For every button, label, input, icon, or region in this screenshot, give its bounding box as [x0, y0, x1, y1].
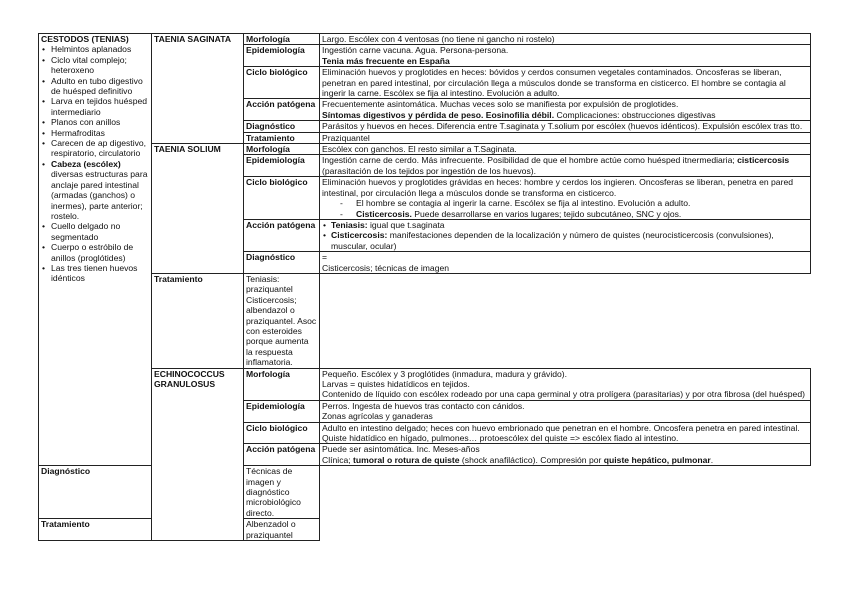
row-label: Epidemiología	[244, 45, 320, 67]
cestodos-summary-cell	[39, 34, 152, 466]
solium-accion: • Teniasis: igual que t.saginata • Cisticercosis: manifestaciones dependen de la localización y número de quistes (neurocisticercosis (convulsiones), muscular, ocular)	[320, 219, 811, 251]
row-label: Diagnóstico	[244, 252, 320, 274]
list-item: • Carecen de ap digestivo, respiratorio, circulatorio	[41, 138, 149, 159]
list-item: • Hermafroditas	[41, 128, 149, 138]
list-item: • Cuello delgado no segmentado	[41, 221, 149, 242]
list-item: • Ciclo vital complejo; heteroxeno	[41, 55, 149, 76]
solium-ciclo: Eliminación huevos y proglotides grávidas en heces: hombre y cerdos los ingieren. Oncosferas se liberan, penetra en pared intestinal, por circulación llega a músculos donde se transforma en cisticerco. - El hombre se contagia al ingerir la carne. Escólex se fija al intestino. Evolución a adulto. - Cisticercosis. Puede desarrollarse en varios lugares; tejido subcutáneo, SNC y ojos.	[320, 177, 811, 220]
row-label: Ciclo biológico	[244, 177, 320, 220]
row-label: Epidemiología	[244, 400, 320, 422]
row-label: Morfología	[244, 144, 320, 155]
echinococcus-tratamiento: Albenzadol o praziquantel	[244, 519, 320, 541]
saginata-ciclo: Eliminación huevos y proglotides en heces: bóvidos y cerdos consumen vegetales contaminados. Oncosferas se liberan, penetran en pared intestinal, por circulación llega a músculos donde se transforma en cisticerco. El hombre se contagia al ingerir la carne. Escólex se fija al intestino. Evolución a adulto.	[320, 67, 811, 99]
list-item: • Cabeza (escólex) diversas estructuras para anclaje pared intestinal (armadas (ganchos) o inermes), parte anterior; rostelo.	[41, 159, 149, 221]
list-item: • Adulto en tubo digestivo de huésped definitivo	[41, 76, 149, 97]
saginata-epidemiologia: Ingestión carne vacuna. Agua. Persona-persona. Tenia más frecuente en España	[320, 45, 811, 67]
list-item: • Cuerpo o estróbilo de anillos (proglótides)	[41, 242, 149, 263]
cestodos-heading: CESTODOS (TENIAS)	[41, 34, 129, 44]
row-label: Tratamiento	[39, 519, 152, 541]
row-label: Tratamiento	[244, 132, 320, 143]
echinococcus-epidemiologia: Perros. Ingesta de huevos tras contacto con cánidos. Zonas agrícolas y ganaderas	[320, 400, 811, 422]
table-row	[39, 273, 811, 368]
row-label: Ciclo biológico	[244, 67, 320, 99]
saginata-tratamiento: Praziquantel	[320, 132, 811, 143]
echinococcus-morfologia: Pequeño. Escólex y 3 proglótides (inmadura, madura y grávido). Larvas = quistes hidatídicos en tejidos. Contenido de líquido con escólex rodeado por una capa germinal y otra prolígera (parasitarias) y por otra fibrosa (del huésped)	[320, 368, 811, 400]
cestodos-feature-list	[41, 44, 149, 283]
saginata-diagnostico: Parásitos y huevos en heces. Diferencia entre T.saginata y T.solium por escólex (huevos idénticos). Expulsión escólex tras tto.	[320, 121, 811, 132]
list-item: • Planos con anillos	[41, 117, 149, 127]
solium-epidemiologia: Ingestión carne de cerdo. Más infrecuente. Posibilidad de que el hombre actúe como huésped itnermediaria; cisticercosis (parasitación de los tejidos por ingestión de los huevos).	[320, 155, 811, 177]
echinococcus-accion: Puede ser asintomática. Inc. Meses-años Clínica; tumoral o rotura de quiste (shock anafiláctico). Compresión por quiste hepático, pulmonar.	[320, 444, 811, 466]
row-label: Diagnóstico	[39, 466, 152, 519]
row-label: Tratamiento	[152, 273, 244, 368]
row-label: Morfología	[244, 368, 320, 400]
solium-morfologia: Escólex con ganchos. El resto similar a T.Saginata.	[320, 144, 811, 155]
saginata-accion: Frecuentemente asintomática. Muchas veces solo se manifiesta por expulsión de proglotides. Síntomas digestivos y pérdida de peso. Eosinofilia débil. Complicaciones: obstrucciones digestivas	[320, 99, 811, 121]
solium-tratamiento: Teniasis: praziquantel Cisticercosis; albendazol o praziquantel. Asoc con esteroides porque aumenta la respuesta inflamatoria.	[244, 273, 320, 368]
list-item: • Larva en tejidos huésped intermediario	[41, 96, 149, 117]
table-row	[39, 34, 811, 45]
table-row	[39, 144, 811, 155]
row-label: Diagnóstico	[244, 121, 320, 132]
list-item: • Las tres tienen huevos idénticos	[41, 263, 149, 284]
saginata-morfologia: Largo. Escólex con 4 ventosas (no tiene ni gancho ni rostelo)	[320, 34, 811, 45]
row-label: Morfología	[244, 34, 320, 45]
row-label: Acción patógena	[244, 444, 320, 466]
row-label: Ciclo biológico	[244, 422, 320, 444]
cestodos-table	[38, 33, 811, 541]
row-label: Acción patógena	[244, 219, 320, 251]
row-label: Acción patógena	[244, 99, 320, 121]
list-item: • Helmintos aplanados	[41, 44, 149, 54]
solium-diagnostico: = Cisticercosis; técnicas de imagen	[320, 252, 811, 274]
echinococcus-diagnostico: Técnicas de imagen y diagnóstico microbiológico directo.	[244, 466, 320, 519]
echinococcus-name: ECHINOCOCCUS GRANULOSUS	[152, 368, 244, 541]
saginata-name: TAENIA SAGINATA	[152, 34, 244, 144]
echinococcus-ciclo: Adulto en intestino delgado; heces con huevo embrionado que penetran en el hombre. Oncosfera penetra en pared intestinal. Quiste hidatídico en hígado, pulmones… protoescólex del quiste => escólex fiado al intestino.	[320, 422, 811, 444]
table-row	[39, 368, 811, 400]
row-label: Epidemiología	[244, 155, 320, 177]
solium-name: TAENIA SOLIUM	[152, 144, 244, 274]
